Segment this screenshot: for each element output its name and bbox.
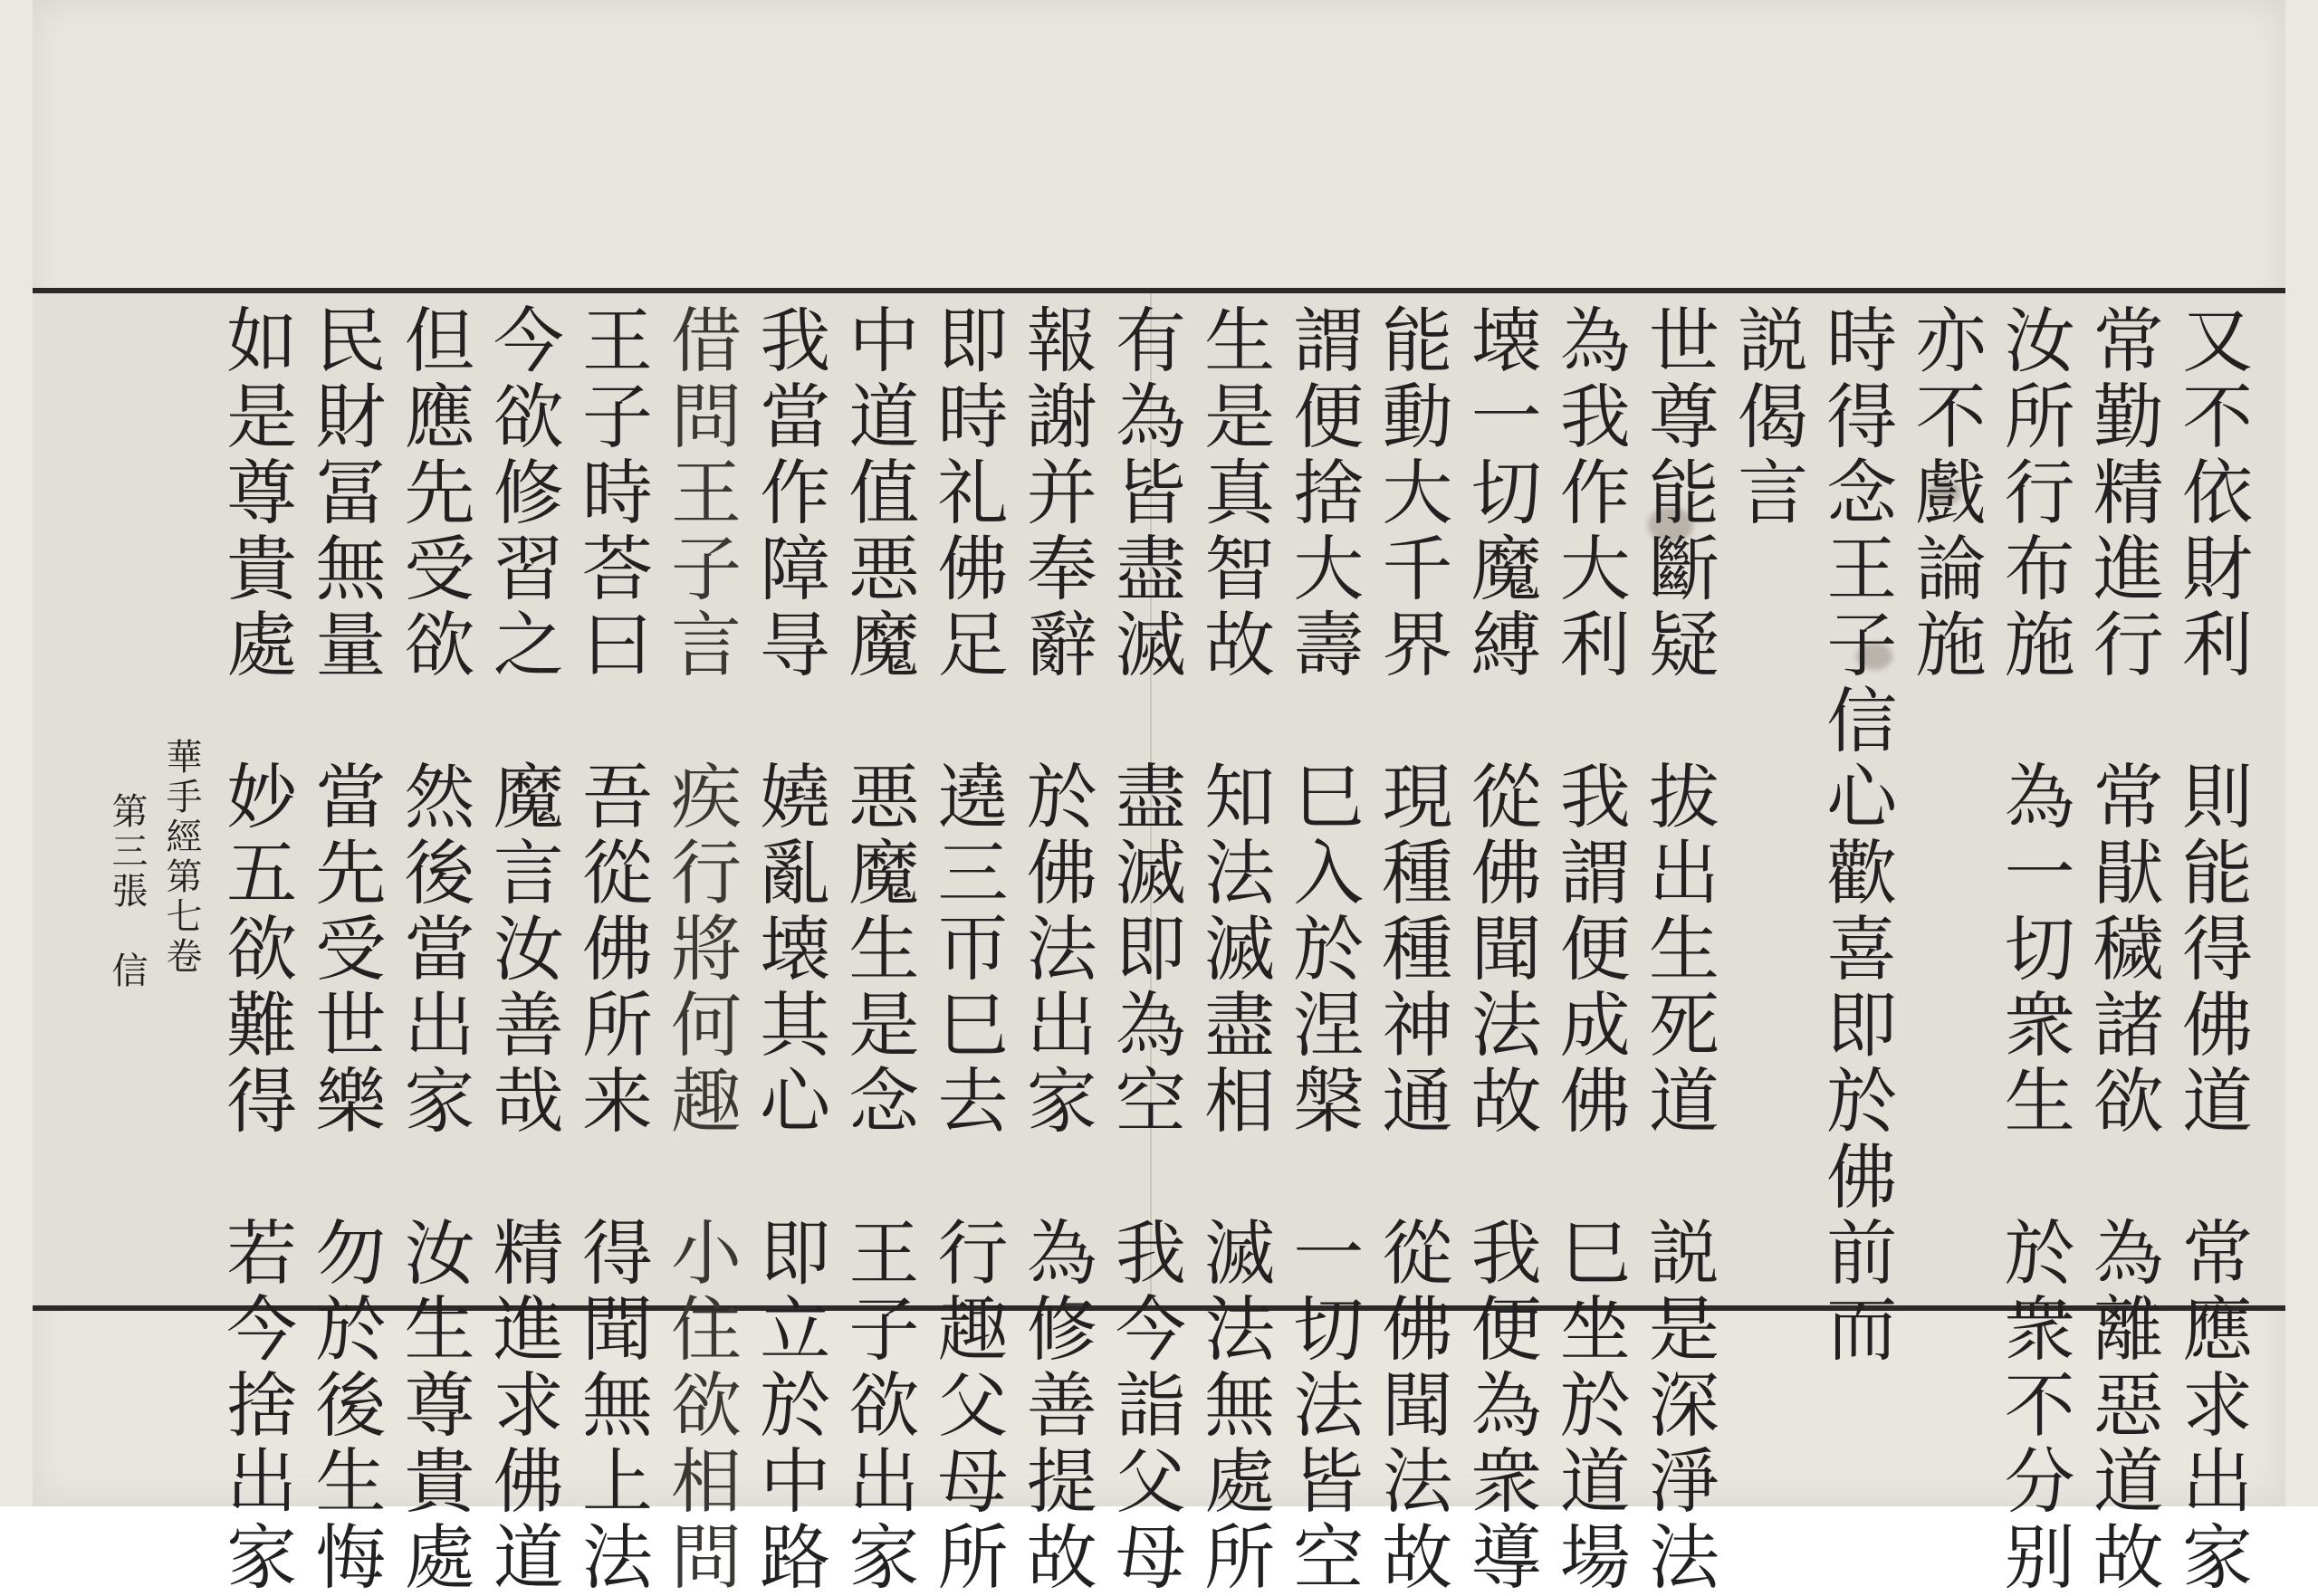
page-number: 第三張 信 xyxy=(106,792,148,991)
text-column: 能動大千界 現種種神通 從佛聞法故 xyxy=(1370,303,1452,1596)
text-column: 中道值悪魔 悪魔生是念 王子欲出家 xyxy=(837,303,919,1596)
text-column: 今欲修習之 魔言汝善哉 精進求佛道 xyxy=(481,303,563,1596)
footer-column xyxy=(106,303,208,1299)
text-column: 時得念王子信心歡喜即於佛前而 xyxy=(1815,303,1897,1368)
text-column: 但應先受欲 然後當出家 汝生尊貴處 xyxy=(392,303,474,1596)
text-column: 世尊能斷疑 拔出生死道 説是深淨法 xyxy=(1636,303,1719,1596)
text-column: 壊一切魔縛 從佛聞法故 我便為衆導 xyxy=(1459,303,1541,1596)
text-column: 借問王子言 疾行將何趣 小住欲相問 xyxy=(659,303,742,1596)
text-column: 王子時荅曰 吾從佛所来 得聞無上法 xyxy=(570,303,652,1596)
text-column: 常勤精進行 常猒穢諸欲 為離惡道故 xyxy=(2081,303,2163,1596)
text-column: 又不依財利 則能得佛道 常應求出家 xyxy=(2170,303,2252,1596)
text-column: 為我作大利 我謂便成佛 巳坐於道場 xyxy=(1547,303,1630,1596)
text-column: 如是尊貴處 妙五欲難得 若今捨出家 xyxy=(215,303,297,1596)
woodblock-text xyxy=(106,303,2253,1596)
text-column: 亦不戲論施 xyxy=(1903,303,1986,683)
text-column: 生是真智故 知法滅盡相 滅法無處所 xyxy=(1193,303,1275,1596)
text-column: 謂便捨大壽 巳入於涅槃 一切法皆空 xyxy=(1281,303,1364,1596)
text-column: 有為皆盡滅 盡滅即為空 我今詣父母 xyxy=(1103,303,1185,1596)
volume-title: 華手經第七卷 xyxy=(160,738,202,977)
text-column: 民財冨無量 當先受世樂 勿於後生悔 xyxy=(303,303,386,1596)
text-column: 即時礼佛足 遶三帀巳去 行趣父母所 xyxy=(925,303,1008,1596)
text-column: 汝所行布施 為一切衆生 於衆不分别 xyxy=(1992,303,2074,1596)
text-column: 我當作障㝵 嬈亂壊其心 即立於中路 xyxy=(748,303,830,1596)
text-column: 説偈言 xyxy=(1726,303,1808,531)
text-column: 報謝并奉辭 於佛法出家 為修善提故 xyxy=(1014,303,1097,1596)
